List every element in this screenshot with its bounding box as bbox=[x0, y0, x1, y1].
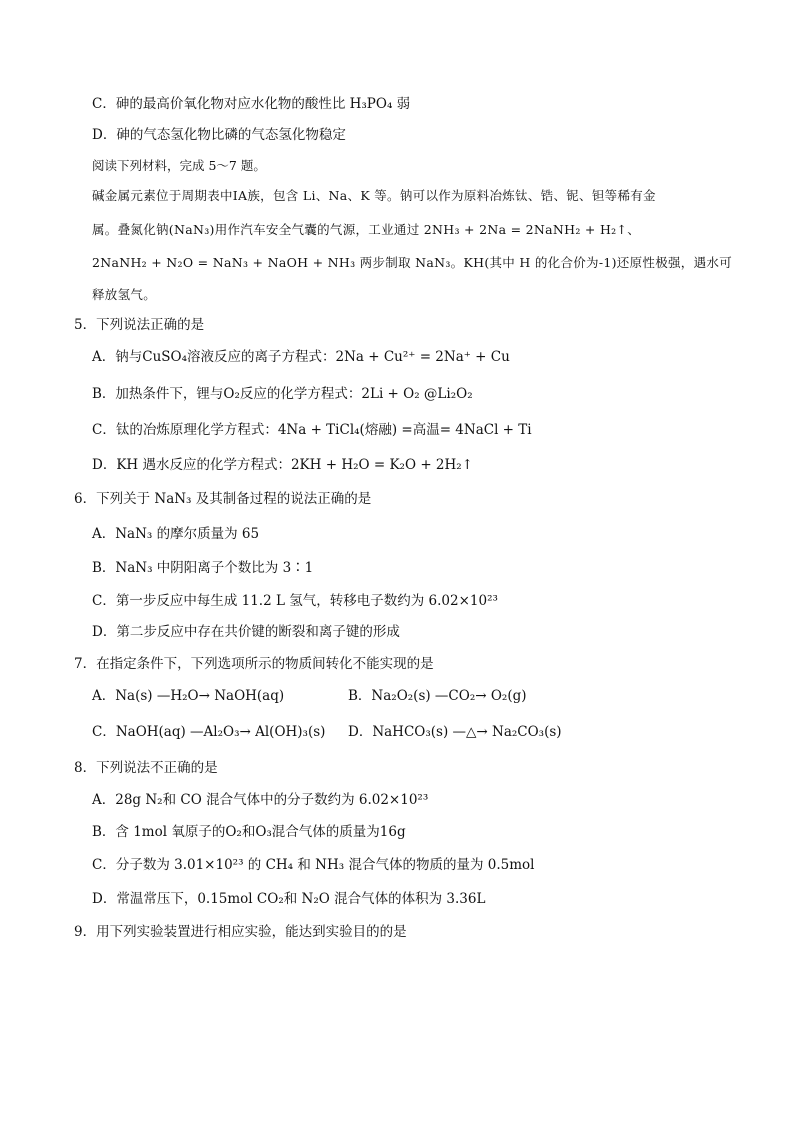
q6-option-b: B．NaN₃ 中阴阳离子个数比为 3∶1 bbox=[92, 560, 314, 576]
material-line-4: 释放氢气。 bbox=[92, 287, 157, 302]
q5-option-b: B．加热条件下，锂与O₂反应的化学方程式：2Li + O₂ @Li₂O₂ bbox=[92, 386, 473, 402]
q7-option-c: C．NaOH(aq) —Al₂O₃→ Al(OH)₃(s) bbox=[92, 724, 326, 740]
q6-option-c: C．第一步反应中每生成 11.2 L 氢气，转移电子数约为 6.02×10²³ bbox=[92, 593, 498, 609]
q8-option-a: A．28g N₂和 CO 混合气体中的分子数约为 6.02×10²³ bbox=[92, 792, 429, 808]
q5-option-a: A．钠与CuSO₄溶液反应的离子方程式：2Na + Cu²⁺ = 2Na⁺ + Cu bbox=[92, 349, 510, 365]
q5-option-c: C．钛的冶炼原理化学方程式：4Na + TiCl₄(熔融) =高温= 4NaCl + Ti bbox=[92, 422, 532, 438]
q6-option-d: D．第二步反应中存在共价键的断裂和离子键的形成 bbox=[92, 624, 400, 640]
material-line-1: 碱金属元素位于周期表中ⅠA族，包含 Li、Na、K 等。钠可以作为原料冶炼钛、锆、铌、钽等稀有金 bbox=[92, 188, 656, 203]
question-6-stem: 6．下列关于 NaN₃ 及其制备过程的说法正确的是 bbox=[74, 491, 372, 507]
material-line-3: 2NaNH₂ + N₂O = NaN₃ + NaOH + NH₃ 两步制取 NaN₃。KH(其中 H 的化合价为-1)还原性极强，遇水可 bbox=[92, 255, 732, 270]
question-8-stem: 8．下列说法不正确的是 bbox=[74, 760, 218, 776]
option-d-prev: D．砷的气态氢化物比磷的气态氢化物稳定 bbox=[92, 127, 346, 143]
q7-option-d: D．NaHCO₃(s) —△→ Na₂CO₃(s) bbox=[348, 724, 562, 740]
question-9-stem: 9．用下列实验装置进行相应实验，能达到实验目的的是 bbox=[74, 924, 407, 940]
q5-option-d: D．KH 遇水反应的化学方程式：2KH + H₂O = K₂O + 2H₂↑ bbox=[92, 457, 474, 473]
material-line-2: 属。叠氮化钠(NaN₃)用作汽车安全气囊的气源，工业通过 2NH₃ + 2Na = 2NaNH₂ + H₂↑、 bbox=[92, 222, 641, 237]
option-c-prev: C．砷的最高价氧化物对应水化物的酸性比 H₃PO₄ 弱 bbox=[92, 96, 411, 112]
question-5-stem: 5．下列说法正确的是 bbox=[74, 317, 205, 333]
q7-option-b: B．Na₂O₂(s) —CO₂→ O₂(g) bbox=[348, 688, 527, 704]
question-7-stem: 7．在指定条件下，下列选项所示的物质间转化不能实现的是 bbox=[74, 656, 434, 672]
q8-option-b: B．含 1mol 氧原子的O₂和O₃混合气体的质量为16g bbox=[92, 824, 406, 840]
q8-option-c: C．分子数为 3.01×10²³ 的 CH₄ 和 NH₃ 混合气体的物质的量为 0.5mol bbox=[92, 857, 535, 873]
reading-intro: 阅读下列材料，完成 5～7 题。 bbox=[92, 158, 266, 173]
q6-option-a: A．NaN₃ 的摩尔质量为 65 bbox=[92, 526, 260, 542]
q7-option-a: A．Na(s) —H₂O→ NaOH(aq) bbox=[92, 688, 285, 704]
q8-option-d: D．常温常压下，0.15mol CO₂和 N₂O 混合气体的体积为 3.36L bbox=[92, 891, 486, 907]
